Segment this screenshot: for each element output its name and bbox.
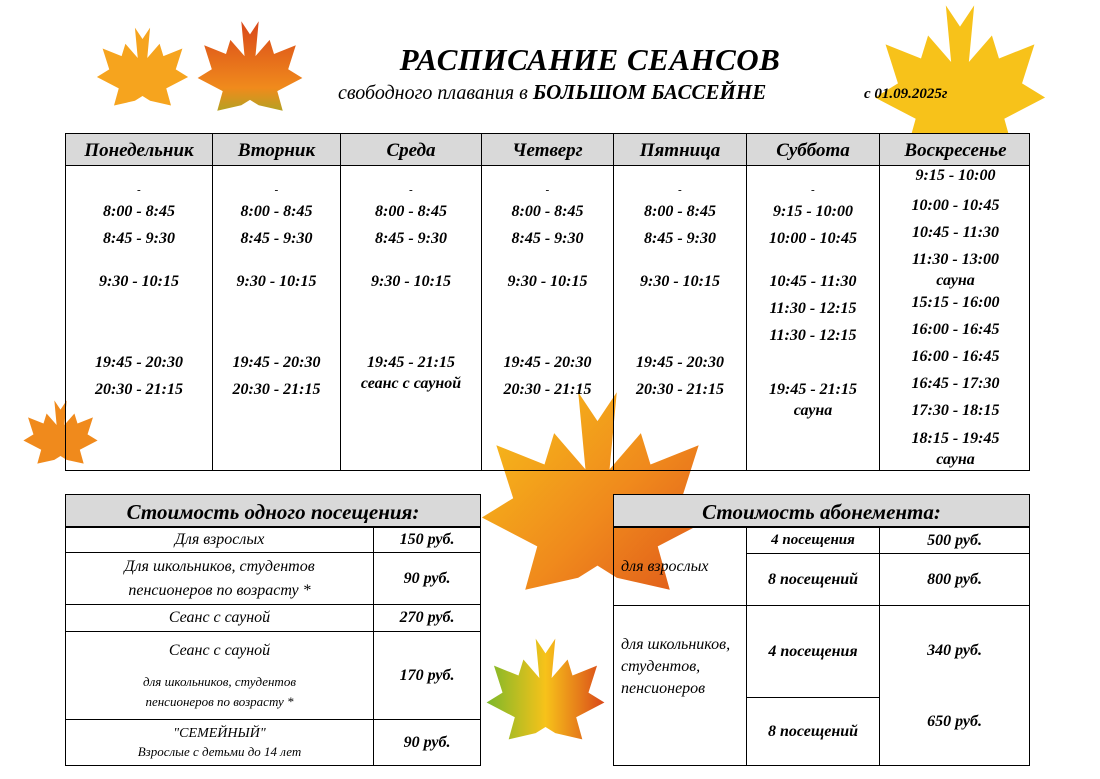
day-column-saturday xyxy=(746,134,879,470)
subtitle-prefix: свободного плавания в xyxy=(338,82,528,104)
price-label: Для взрослых xyxy=(65,527,373,552)
session-time: 17:30 - 18:15 xyxy=(911,402,1000,419)
subscription-visits: 8 посещений xyxy=(746,697,879,765)
day-column-wednesday xyxy=(340,134,481,470)
effective-date: с 01.09.2025г xyxy=(864,86,948,102)
subtitle-pool-name: БОЛЬШОМ БАССЕЙНЕ xyxy=(532,80,767,104)
subscription-visits: 4 посещения xyxy=(746,605,879,697)
day-header: Четверг xyxy=(512,140,583,161)
maple-leaf-icon xyxy=(478,635,613,770)
session-time: 8:00 - 8:45 xyxy=(511,203,584,220)
subscription-visits: 8 посещений xyxy=(746,553,879,605)
single-visit-price-table xyxy=(65,494,481,766)
session-time: - xyxy=(137,184,141,196)
subscription-group-adults: для взрослых xyxy=(613,527,746,605)
session-time: 16:45 - 17:30 xyxy=(911,375,1000,392)
day-header: Воскресенье xyxy=(904,140,1007,161)
session-time: 9:30 - 10:15 xyxy=(640,273,720,290)
session-time: - xyxy=(678,184,682,196)
subscription-visits: 4 посещения xyxy=(746,527,879,553)
session-time: 9:30 - 10:15 xyxy=(99,273,179,290)
session-note: сауна xyxy=(936,272,975,289)
day-column-monday xyxy=(66,134,212,470)
session-time: 10:00 - 10:45 xyxy=(911,197,1000,214)
session-time: 10:00 - 10:45 xyxy=(769,230,857,247)
session-time: 9:15 - 10:00 xyxy=(915,167,996,184)
price-label: Для школьников, студентов пенсионеров по возрасту * xyxy=(65,552,373,604)
session-time: - xyxy=(274,184,279,196)
day-header: Пятница xyxy=(639,140,721,161)
session-time: 19:45 - 21:15 xyxy=(769,381,857,398)
price-value: 150 руб. xyxy=(373,527,480,552)
session-time: 18:15 - 19:45 xyxy=(911,430,1000,447)
session-time: 8:45 - 9:30 xyxy=(511,230,584,247)
subscription-price-4: 340 руб. xyxy=(927,642,982,659)
session-time: 19:45 - 20:30 xyxy=(232,354,321,371)
session-time: 20:30 - 21:15 xyxy=(503,381,592,398)
session-time: 8:00 - 8:45 xyxy=(103,203,175,220)
subscription-group-students: для школьников, студентов, пенсионеров xyxy=(613,605,746,765)
session-time: 19:45 - 20:30 xyxy=(95,354,183,371)
subscription-price: 800 руб. xyxy=(879,553,1029,605)
session-time: 8:00 - 8:45 xyxy=(240,203,313,220)
session-time: 20:30 - 21:15 xyxy=(232,381,321,398)
price-label: Сеанс с сауной xyxy=(65,604,373,631)
session-note: сауна xyxy=(936,451,975,468)
session-time: 8:45 - 9:30 xyxy=(375,230,447,247)
session-time: 10:45 - 11:30 xyxy=(769,273,857,290)
session-time: 20:30 - 21:15 xyxy=(95,381,183,398)
session-time: 8:00 - 8:45 xyxy=(375,203,447,220)
schedule-table xyxy=(65,133,1030,471)
session-time: 9:30 - 10:15 xyxy=(236,273,317,290)
day-header: Суббота xyxy=(776,140,850,161)
session-time: 8:45 - 9:30 xyxy=(240,230,313,247)
page-title: РАСПИСАНИЕ СЕАНСОВ xyxy=(399,42,781,77)
page-subtitle xyxy=(338,80,766,105)
session-time: 9:30 - 10:15 xyxy=(507,273,588,290)
session-time: 19:45 - 20:30 xyxy=(636,354,724,371)
session-time: 10:45 - 11:30 xyxy=(911,224,1000,241)
maple-leaf-icon xyxy=(185,18,315,138)
subscription-price-8: 650 руб. xyxy=(927,713,982,730)
price-label: Сеанс с сауной для школьников, студентов пенсионеров по возрасту * xyxy=(65,631,373,719)
subscription-price xyxy=(879,605,1029,765)
session-time: 8:00 - 8:45 xyxy=(644,203,716,220)
price-value: 170 руб. xyxy=(373,631,480,719)
session-time: 20:30 - 21:15 xyxy=(636,381,724,398)
session-time: 16:00 - 16:45 xyxy=(911,321,1000,338)
subscription-heading: Стоимость абонемента: xyxy=(614,495,1029,527)
subscription-price-table xyxy=(613,494,1030,766)
session-time: 11:30 - 12:15 xyxy=(769,327,857,344)
day-column-tuesday xyxy=(212,134,340,470)
session-time: 9:30 - 10:15 xyxy=(371,273,451,290)
session-note: сеанс с сауной xyxy=(360,375,462,392)
session-time: 8:45 - 9:30 xyxy=(644,230,716,247)
session-time: - xyxy=(811,184,815,196)
session-time: 9:15 - 10:00 xyxy=(773,203,853,220)
session-time: 11:30 - 13:00 xyxy=(911,251,1000,268)
session-time: - xyxy=(545,184,550,196)
price-label: "СЕМЕЙНЫЙ" Взрослые с детьми до 14 лет xyxy=(65,719,373,765)
day-column-friday xyxy=(613,134,746,470)
subscription-price: 500 руб. xyxy=(879,527,1029,553)
day-column-sunday xyxy=(879,134,1031,470)
day-header: Среда xyxy=(386,140,436,161)
session-note: сауна xyxy=(793,402,833,419)
session-time: 8:45 - 9:30 xyxy=(103,230,175,247)
price-value: 270 руб. xyxy=(373,604,480,631)
price-value: 90 руб. xyxy=(373,552,480,604)
single-visit-heading: Стоимость одного посещения: xyxy=(66,495,480,527)
price-value: 90 руб. xyxy=(373,719,480,765)
day-header: Понедельник xyxy=(84,140,194,161)
session-time: 19:45 - 21:15 xyxy=(367,354,455,371)
session-time: - xyxy=(409,184,413,196)
session-time: 19:45 - 20:30 xyxy=(503,354,592,371)
session-time: 16:00 - 16:45 xyxy=(911,348,1000,365)
session-time: 11:30 - 12:15 xyxy=(769,300,857,317)
day-header: Вторник xyxy=(237,140,316,161)
day-column-thursday xyxy=(481,134,613,470)
session-time: 15:15 - 16:00 xyxy=(911,294,1000,311)
